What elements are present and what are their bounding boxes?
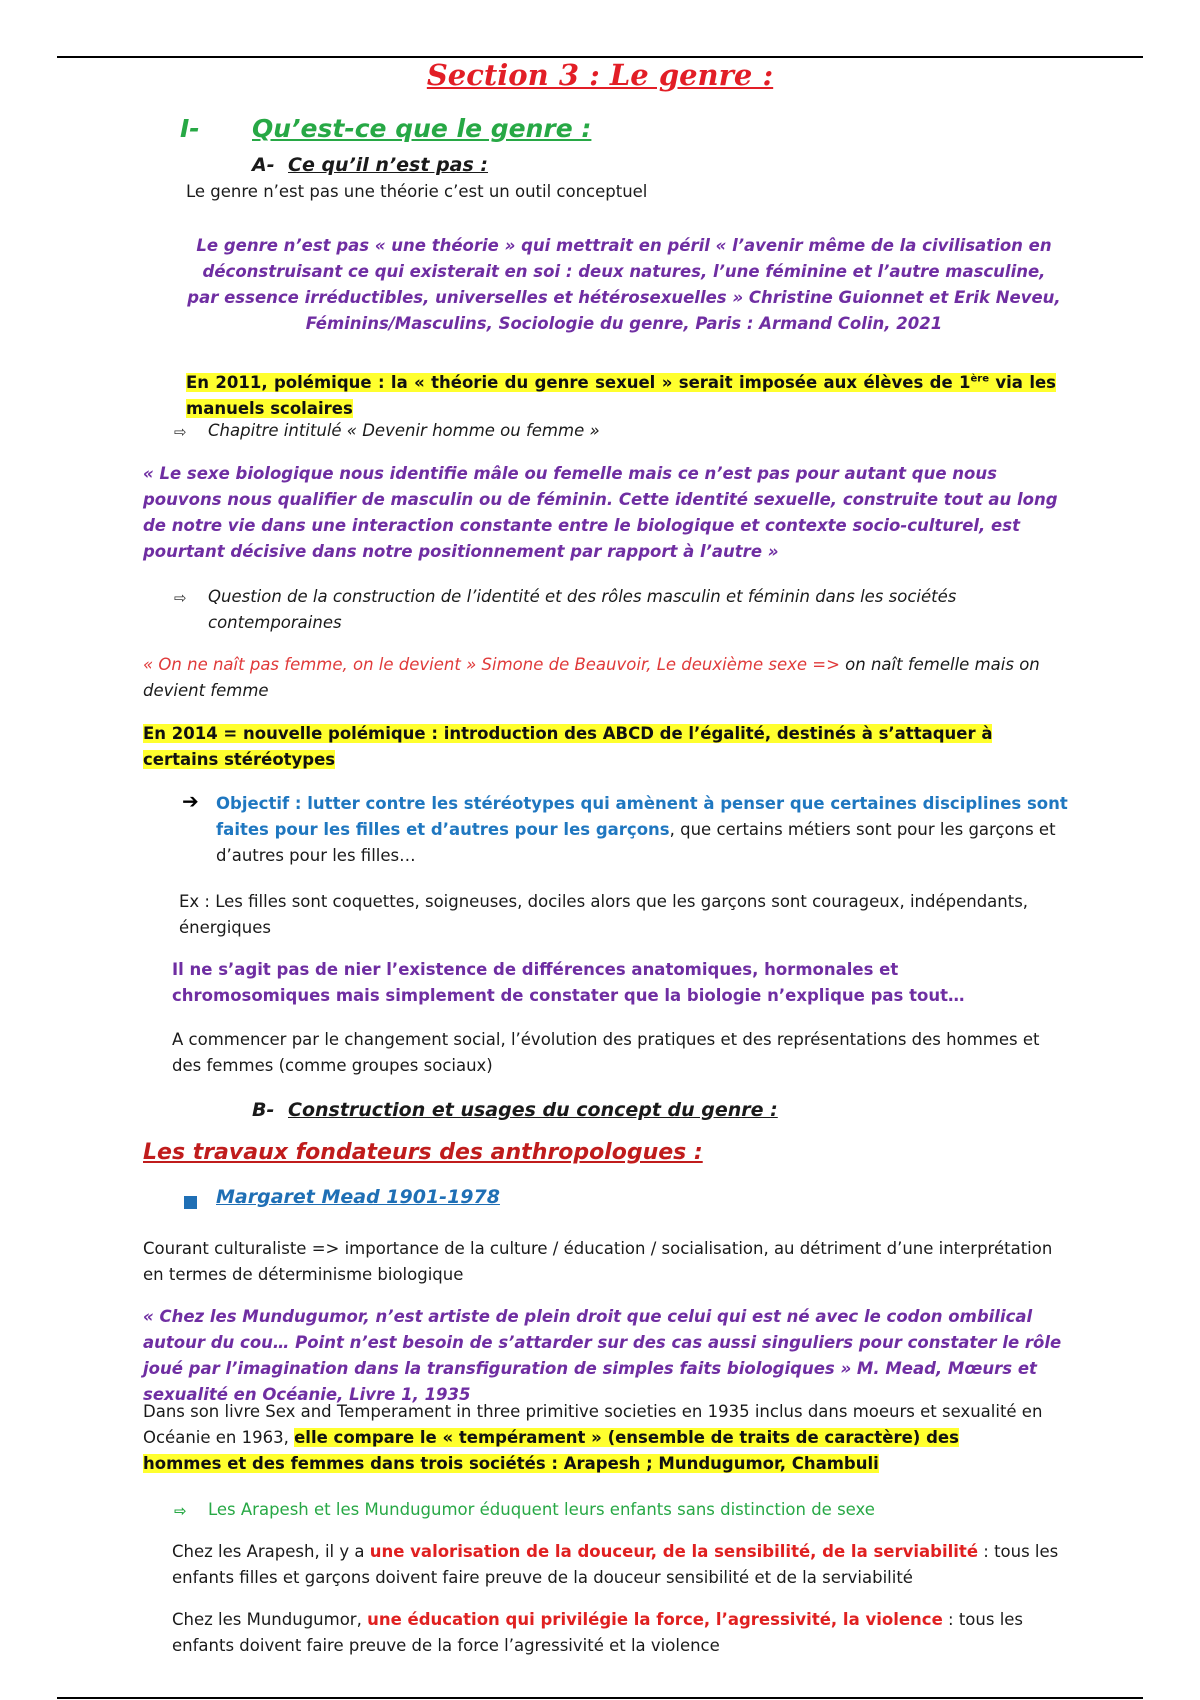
question-text: Question de la construction de l’identité et des rôles masculin et féminin dans les sociétés contemporaines (208, 587, 957, 632)
mundugumor-pre: Chez les Mundugumor, (172, 1610, 368, 1629)
mundugumor-post: : tous les enfants doivent faire preuve de la force l’agressivité et la violence (172, 1610, 1024, 1655)
section-number: I- (180, 114, 200, 143)
anthropologues-heading: Les travaux fondateurs des anthropologues : (143, 1140, 703, 1165)
arapesh-text (172, 1539, 1072, 1591)
beauvoir-rest: on naît femelle mais on devient femme (143, 655, 1040, 700)
polemique-2011 (186, 366, 1056, 422)
polemique-2011-text: En 2011, polémique : la « théorie du genre sexuel » serait imposée aux élèves de 1ère via les manuels scolaires (186, 372, 1056, 418)
arapesh-post: : tous les enfants filles et garçons doivent faire preuve de la douceur sensibilité et de la serviabilité (172, 1542, 1059, 1587)
objectif-bold: Objectif : lutter contre les stéréotypes qui amènent à penser que certaines disciplines sont faites pour les filles et d’autres pour les garçons (216, 794, 1068, 839)
subheading-b-number: B- (252, 1099, 275, 1121)
objectif-text (216, 791, 1068, 869)
beauvoir-text (143, 652, 1063, 704)
quote-guionnet: Le genre n’est pas « une théorie » qui mettrait en péril « l’avenir même de la civilisation en déconstruisant ce qui existerait en soi : deux natures, l’une féminine et l’autre masculine, par essence irréductibles, universelles et hétérosexuelles » Christine Guionnet et Erik Neveu, Féminins/Masculins, Sociologie du genre, Paris : Armand Colin, 2021 (187, 236, 1061, 333)
subheading-a-title: Ce qu’il n’est pas : (288, 154, 489, 176)
beauvoir-quote: « On ne naît pas femme, on le devient » Simone de Beauvoir, Le deuxième sexe => (143, 655, 840, 674)
mead-heading: Margaret Mead 1901-1978 (216, 1186, 500, 1208)
section-heading-1 (180, 114, 591, 143)
page-title: Section 3 : Le genre : (426, 58, 774, 92)
section-title: Qu’est-ce que le genre : (252, 114, 592, 143)
sex-temperament-text (143, 1399, 1043, 1477)
changement-text: A commencer par le changement social, l’évolution des pratiques et des représentations des hommes et des femmes (comme groupes sociaux) (172, 1030, 1040, 1075)
arrow-right-icon: ⇨ (174, 423, 187, 441)
sex-temperament-highlight: elle compare le « tempérament » (ensemble de traits de caractère) des hommes et des femmes dans trois sociétés : Arapesh ; Mundugumor, Chambuli (143, 1428, 959, 1473)
arrow-right-icon: ⇨ (174, 589, 187, 607)
arapesh-red: une valorisation de la douceur, de la sensibilité, de la serviabilité (369, 1542, 979, 1561)
polemique-2014-text: En 2014 = nouvelle polémique : introduction des ABCD de l’égalité, destinés à s’attaquer à certains stéréotypes (143, 724, 993, 769)
arrow-right-icon: ⇨ (174, 1502, 187, 1520)
arapesh-pre: Chez les Arapesh, il y a (172, 1542, 370, 1561)
square-bullet-icon (184, 1196, 197, 1209)
mundugumor-red: une éducation qui privilégie la force, l’agressivité, la violence (367, 1610, 943, 1629)
sex-temperament-plain: Dans son livre Sex and Temperament in three primitive societies en 1935 inclus dans moeurs et sexualité en Océanie en 1963, (143, 1402, 1043, 1447)
bottom-rule (57, 1697, 1143, 1699)
polemique-2014 (143, 721, 1023, 773)
objectif-rest: , que certains métiers sont pour les garçons et d’autres pour les filles… (216, 820, 1056, 865)
exemple-text: Ex : Les filles sont coquettes, soigneuses, dociles alors que les garçons sont courageux, indépendants, énergiques (179, 892, 1029, 937)
subheading-b-title: Construction et usages du concept du genre : (288, 1099, 778, 1121)
quote-sexe-biologique: « Le sexe biologique nous identifie mâle ou femelle mais ce n’est pas pour autant que nous pouvons nous qualifier de masculin ou de féminin. Cette identité sexuelle, construite tout au long de notre vie dans une interaction constante entre le biologique et contexte socio-culturel, est pourtant décisive dans notre positionnement par rapport à l’autre » (143, 464, 1058, 561)
arrow-bold-icon: ➔ (182, 789, 199, 813)
arapesh-mundu-text: Les Arapesh et les Mundugumor éduquent leurs enfants sans distinction de sexe (208, 1500, 875, 1519)
quote-mead: « Chez les Mundugumor, n’est artiste de plein droit que celui qui est né avec le codon ombilical autour du cou… Point n’est besoin de s’attarder sur des cas aussi singuliers pour constater le rôle joué par l’imagination dans la transfiguration de simples faits biologiques » M. Mead, Mœurs et sexualité en Océanie, Livre 1, 1935 (143, 1307, 1062, 1404)
subheading-a-number: A- (252, 154, 275, 176)
subheading-a (252, 154, 488, 176)
mundugumor-text (172, 1607, 1072, 1659)
biologie-text: Il ne s’agit pas de nier l’existence de différences anatomiques, hormonales et chromosomiques mais simplement de constater que la biologie n’explique pas tout… (172, 960, 965, 1005)
culturaliste-text: Courant culturaliste => importance de la culture / éducation / socialisation, au détriment d’une interprétation en termes de déterminisme biologique (143, 1239, 1053, 1284)
intro-text: Le genre n’est pas une théorie c’est un outil conceptuel (186, 182, 648, 201)
subheading-b (252, 1099, 778, 1121)
chapitre-text: Chapitre intitulé « Devenir homme ou femme » (208, 421, 600, 440)
